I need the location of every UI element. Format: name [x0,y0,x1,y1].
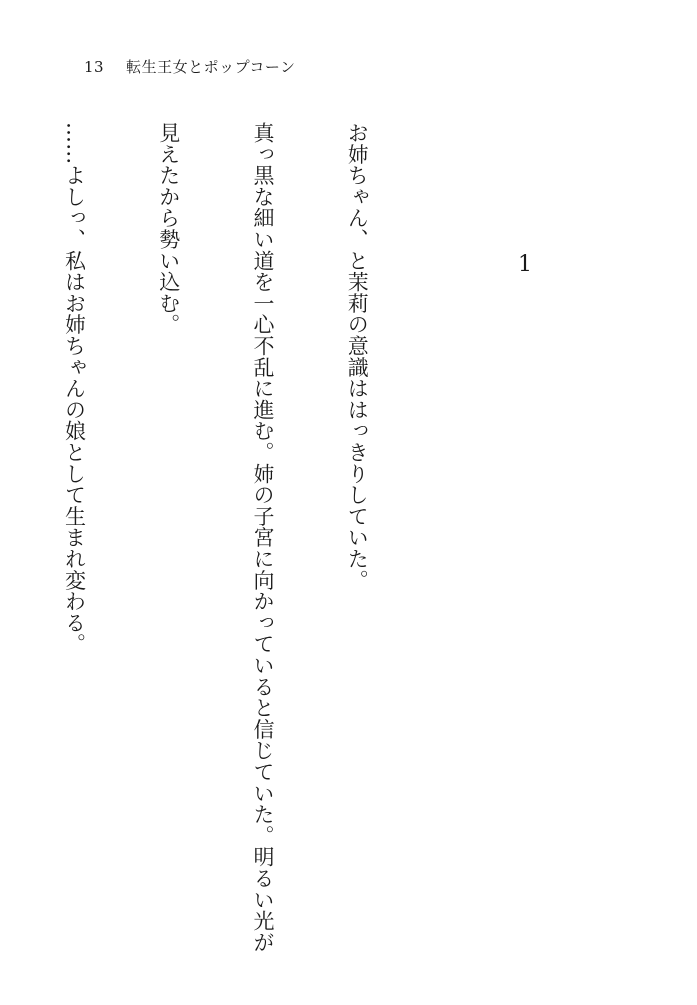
text-line-1: お姉ちゃん、と茉莉の意識ははっきりしていた。 [345,122,370,591]
chapter-number: 1 [518,252,532,277]
text-line-4: ……よしっ、私はお姉ちゃんの娘として生まれ変わる。 [62,122,87,655]
running-header [84,56,296,77]
book-title: 転生王女とポップコーン [126,58,296,76]
page-number: 13 [84,58,105,76]
text-line-3: 見えたから勢い込む。 [156,122,181,335]
body-text [0,122,435,952]
text-line-2: 真っ黒な細い道を一心不乱に進む。姉の子宮に向かっていると信じていた。明るい光が [250,122,275,953]
